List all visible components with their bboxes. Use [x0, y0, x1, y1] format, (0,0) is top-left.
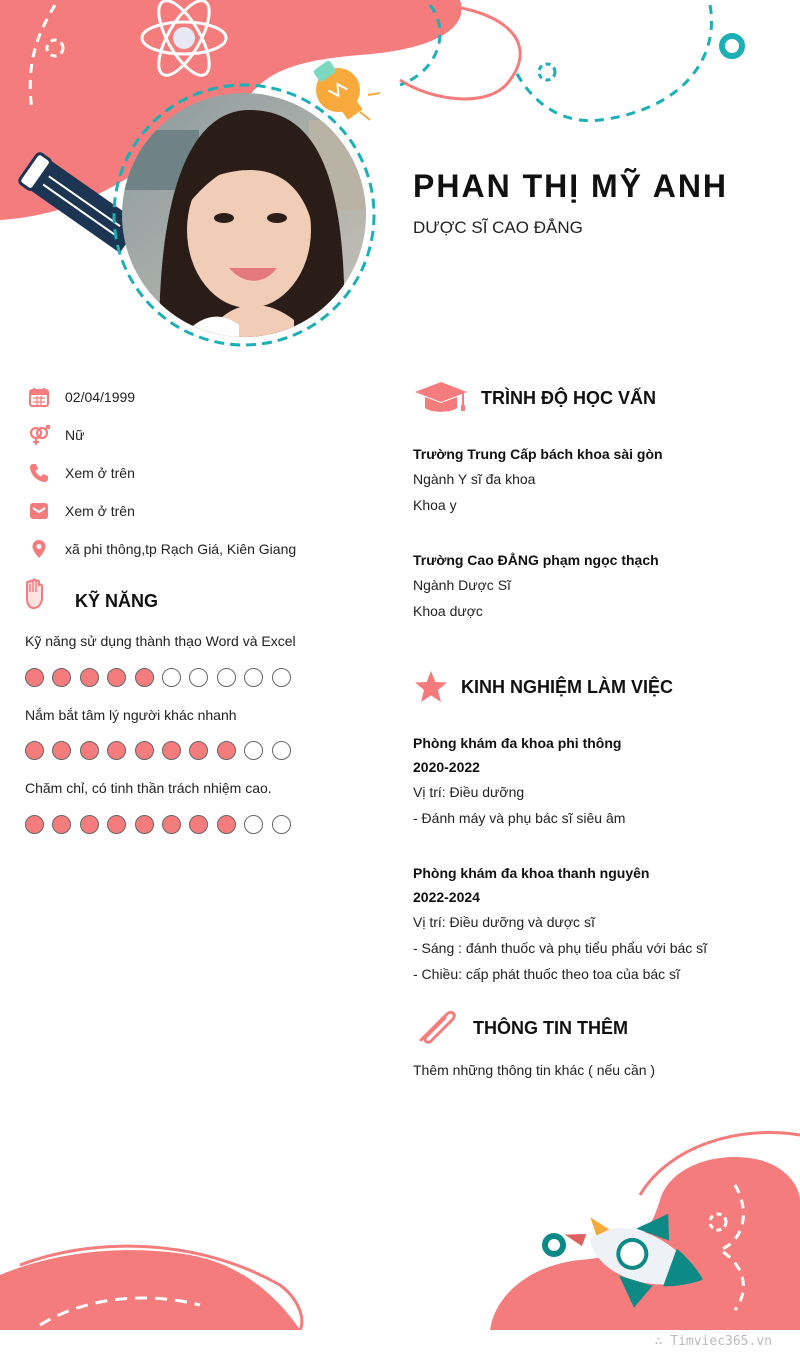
rating-dot-filled — [189, 815, 208, 834]
skill-rating-1 — [25, 668, 299, 687]
education-school-2: Trường Cao ĐẲNG phạm ngọc thạch — [413, 552, 659, 568]
paperclip-icon — [415, 1006, 459, 1046]
additional-title: THÔNG TIN THÊM — [473, 1018, 628, 1038]
rating-dot-filled — [25, 815, 44, 834]
contact-gender — [28, 423, 84, 447]
footer-brand: ∴ Timviec365.vn — [654, 1334, 772, 1349]
education-faculty-2: Khoa dược — [413, 603, 483, 619]
skills-title: KỸ NĂNG — [75, 591, 159, 611]
rating-dot-filled — [217, 815, 236, 834]
contact-phone — [28, 461, 135, 485]
experience-period-2: 2022-2024 — [413, 889, 480, 905]
additional-text: Thêm những thông tin khác ( nếu cần ) — [413, 1062, 656, 1078]
contact-birthday — [28, 385, 135, 409]
rating-dot-filled — [52, 815, 71, 834]
education-school-1: Trường Trung Cấp bách khoa sài gòn — [413, 446, 663, 462]
skill-name-2: Nắm bắt tâm lý người khác nhanh — [25, 707, 237, 723]
mail-icon — [28, 500, 50, 522]
rating-dot-empty — [189, 668, 208, 687]
location-pin-icon — [28, 538, 50, 560]
rating-dot-filled — [107, 741, 126, 760]
skill-name-3: Chăm chỉ, có tinh thần trách nhiệm cao. — [25, 780, 272, 796]
birthday-text: 02/04/1999 — [65, 389, 136, 405]
rating-dot-filled — [80, 815, 99, 834]
education-faculty-1: Khoa y — [413, 497, 457, 513]
skill-name-1: Kỹ năng sử dụng thành thạo Word và Excel — [25, 633, 296, 649]
experience-company-1: Phòng khám đa khoa phi thông — [413, 735, 622, 751]
rating-dot-filled — [189, 741, 208, 760]
rating-dot-empty — [244, 668, 263, 687]
experience-line-2-2: - Sáng : đánh thuốc và phụ tiểu phẩu với bác sĩ — [413, 940, 708, 956]
education-title: TRÌNH ĐỘ HỌC VẤN — [481, 388, 656, 408]
rating-dot-filled — [135, 815, 154, 834]
education-major-1: Ngành Y sĩ đa khoa — [413, 471, 536, 487]
education-major-2: Ngành Dược Sĩ — [413, 577, 511, 593]
rating-dot-filled — [107, 668, 126, 687]
phone-icon — [28, 462, 50, 484]
rating-dot-filled — [217, 741, 236, 760]
job-title: DƯỢC SĨ CAO ĐẲNG — [413, 218, 583, 237]
rating-dot-empty — [217, 668, 236, 687]
experience-line-1-2: - Đánh máy và phụ bác sĩ siêu âm — [413, 810, 626, 826]
calendar-icon — [28, 386, 50, 408]
contact-address — [28, 537, 296, 561]
rating-dot-filled — [107, 815, 126, 834]
rating-dot-empty — [244, 741, 263, 760]
experience-line-2-1: Vị trí: Điều dưỡng và dược sĩ — [413, 914, 595, 930]
rating-dot-filled — [162, 815, 181, 834]
rating-dot-filled — [135, 741, 154, 760]
rating-dot-filled — [25, 668, 44, 687]
avatar — [119, 90, 369, 340]
experience-company-2: Phòng khám đa khoa thanh nguyên — [413, 865, 650, 881]
rating-dot-filled — [25, 741, 44, 760]
address-text: xã phi thông,tp Rạch Giá, Kiên Giang — [65, 541, 297, 557]
gender-text: Nữ — [65, 427, 85, 443]
rating-dot-filled — [135, 668, 154, 687]
hand-icon — [22, 578, 48, 612]
experience-line-2-3: - Chiều: cấp phát thuốc theo toa của bác sĩ — [413, 966, 680, 982]
rating-dot-empty — [162, 668, 181, 687]
phone-text: Xem ở trên — [65, 465, 135, 481]
experience-title: KINH NGHIỆM LÀM VIỆC — [461, 677, 674, 697]
rating-dot-empty — [244, 815, 263, 834]
rating-dot-filled — [52, 741, 71, 760]
star-icon — [414, 670, 448, 704]
candidate-name: PHAN THỊ MỸ ANH — [413, 168, 729, 204]
rating-dot-filled — [52, 668, 71, 687]
rating-dot-filled — [80, 668, 99, 687]
rating-dot-empty — [272, 815, 291, 834]
email-text: Xem ở trên — [65, 503, 135, 519]
rating-dot-empty — [272, 668, 291, 687]
experience-period-1: 2020-2022 — [413, 759, 480, 775]
skill-rating-2 — [25, 741, 299, 760]
skill-rating-3 — [25, 815, 299, 834]
rating-dot-empty — [272, 741, 291, 760]
contact-email — [28, 499, 135, 523]
experience-line-1-1: Vị trí: Điều dưỡng — [413, 784, 525, 800]
graduation-cap-icon — [413, 378, 469, 416]
rating-dot-filled — [80, 741, 99, 760]
rating-dot-filled — [162, 741, 181, 760]
gender-icon — [28, 424, 50, 446]
